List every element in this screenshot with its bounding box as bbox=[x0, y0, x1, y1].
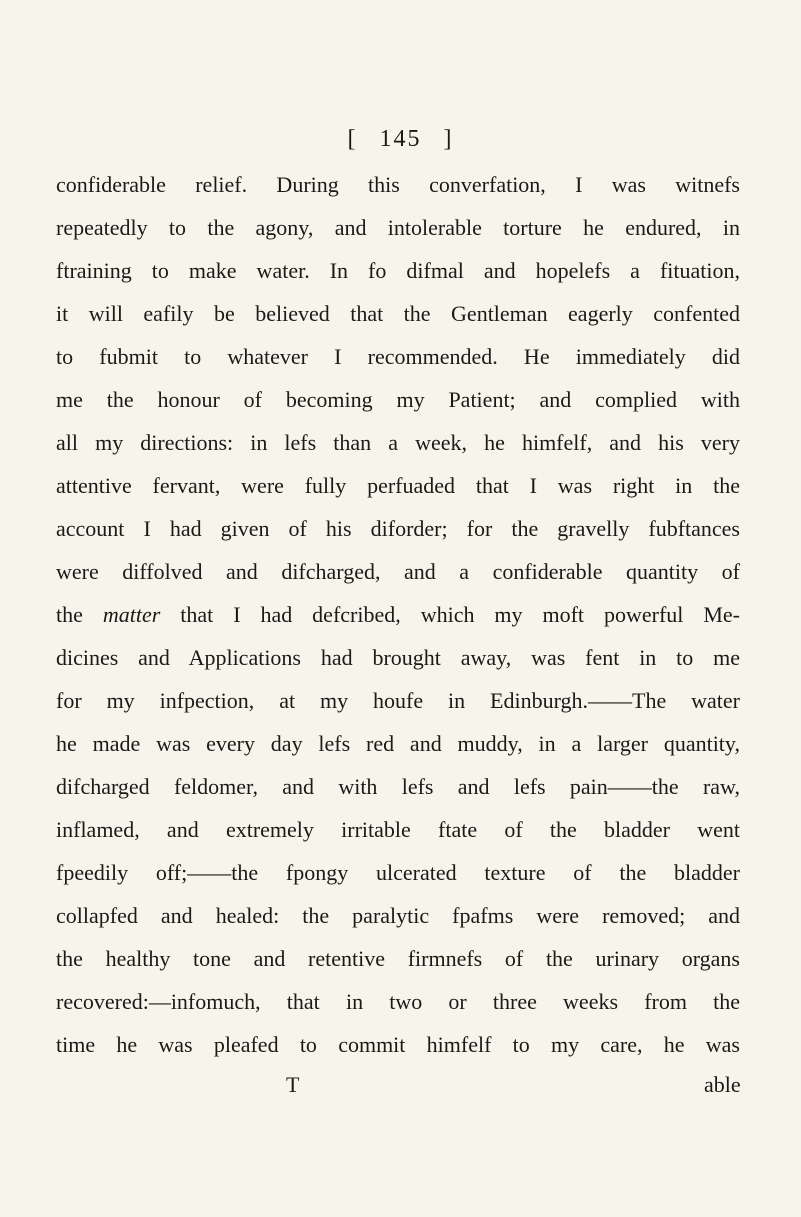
text-line: he made was every day lefs red and muddy, in a larger quantity, bbox=[56, 731, 740, 756]
text-line: repeatedly to the agony, and intolerable torture he endured, in bbox=[56, 215, 740, 240]
page-number: 145 bbox=[379, 126, 422, 152]
text-line: attentive fervant, were fully perfuaded that I was right in the bbox=[56, 473, 740, 498]
text-line: difcharged feldomer, and with lefs and lefs pain——the raw, bbox=[56, 774, 740, 799]
signature-mark: T bbox=[286, 1072, 300, 1097]
catchword: able bbox=[704, 1072, 741, 1097]
text-line: collapfed and healed: the paralytic fpafms were removed; and bbox=[56, 903, 740, 928]
text-line: dicines and Applications had brought away, was fent in to me bbox=[56, 645, 740, 670]
text-line: for my infpection, at my houfe in Edinburgh.——The water bbox=[56, 688, 740, 713]
running-head bbox=[0, 126, 801, 153]
line-text: the bbox=[56, 602, 83, 627]
text-line: it will eafily be believed that the Gentleman eagerly confented bbox=[56, 301, 740, 326]
text-line: inflamed, and extremely irritable ftate of the bladder went bbox=[56, 817, 740, 842]
italic-word: matter bbox=[102, 602, 161, 627]
text-line: recovered:—infomuch, that in two or three weeks from the bbox=[56, 989, 740, 1014]
right-bracket: ] bbox=[443, 126, 454, 152]
text-line-with-italic bbox=[56, 600, 740, 630]
text-line: all my directions: in lefs than a week, he himfelf, and his very bbox=[56, 430, 740, 455]
line-text: that I had defcribed, which my moft powerful Me- bbox=[180, 602, 740, 627]
left-bracket: [ bbox=[347, 126, 358, 152]
text-line: the healthy tone and retentive firmnefs of the urinary organs bbox=[56, 946, 740, 971]
text-line: were diffolved and difcharged, and a confiderable quantity of bbox=[56, 559, 740, 584]
text-line: fpeedily off;——the fpongy ulcerated texture of the bladder bbox=[56, 860, 740, 885]
text-line: confiderable relief. During this converfation, I was witnefs bbox=[56, 172, 740, 197]
text-line: me the honour of becoming my Patient; and complied with bbox=[56, 387, 740, 412]
text-line: ftraining to make water. In fo difmal and hopelefs a fituation, bbox=[56, 258, 740, 283]
text-line: account I had given of his diforder; for the gravelly fubftances bbox=[56, 516, 740, 541]
text-line: to fubmit to whatever I recommended. He immediately did bbox=[56, 344, 740, 369]
text-line: time he was pleafed to commit himfelf to my care, he was bbox=[56, 1032, 740, 1057]
